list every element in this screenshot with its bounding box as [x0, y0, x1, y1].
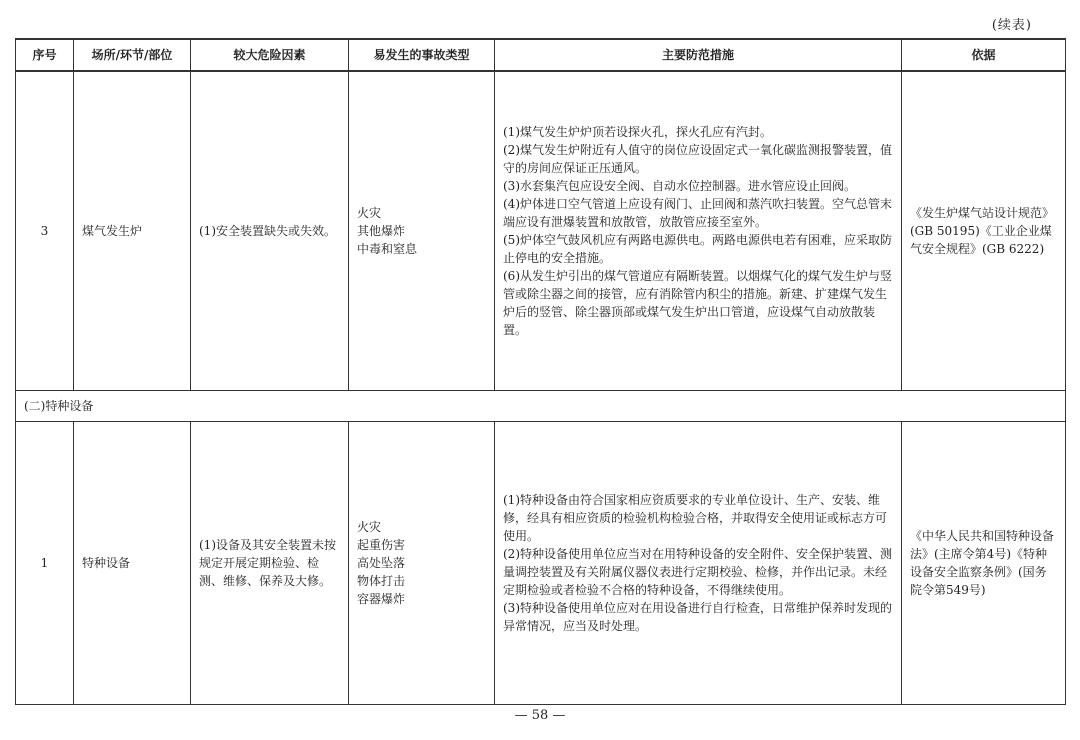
accident-type: 火灾 [357, 206, 382, 220]
header-basis: 依据 [902, 39, 1066, 71]
row-location: 特种设备 [74, 422, 191, 705]
accident-type: 起重伤害 [357, 538, 406, 552]
continued-label: (续表) [991, 18, 1032, 33]
row-location: 煤气发生炉 [74, 71, 191, 391]
row-measures [495, 422, 902, 705]
row-basis: 《发生炉煤气站设计规范》(GB 50195)《工业企业煤气安全规程》(GB 6222) [902, 71, 1066, 391]
row-measures [495, 71, 902, 391]
row-accident-types [349, 422, 495, 705]
measure-item: (3)水套集汽包应设安全阀、自动水位控制器。进水管应设止回阀。 [503, 179, 857, 193]
accident-type: 中毒和窒息 [357, 242, 418, 256]
hazard-table [15, 38, 1066, 705]
row-hazard: (1)设备及其安全装置未按规定开展定期检验、检测、维修、保养及大修。 [191, 422, 349, 705]
header-hazard: 较大危险因素 [191, 39, 349, 71]
row-hazard: (1)安全装置缺失或失效。 [191, 71, 349, 391]
table-header-row [16, 39, 1066, 71]
header-num: 序号 [16, 39, 74, 71]
accident-type: 火灾 [357, 520, 382, 534]
row-accident-types [349, 71, 495, 391]
header-measures: 主要防范措施 [495, 39, 902, 71]
measure-item: (2)煤气发生炉附近有人值守的岗位应设固定式一氧化碳监测报警装置，值守的房间应保证正压通风。 [503, 143, 893, 175]
row-number: 3 [16, 71, 74, 391]
measure-item: (2)特种设备使用单位应当对在用特种设备的安全附件、安全保护装置、测量调控装置及有关附属仪器仪表进行定期校验、检修，并作出记录。未经定期检验或者检验不合格的特种设备，不得继续使用。 [503, 547, 893, 597]
measure-item: (6)从发生炉引出的煤气管道应有隔断装置。以烟煤气化的煤气发生炉与竖管或除尘器之间的接管，应有消除管内积尘的措施。新建、扩建煤气发生炉后的竖管、除尘器顶部或煤气发生炉出口管道，应设煤气自动放散装置。 [503, 269, 893, 337]
accident-type: 其他爆炸 [357, 224, 406, 238]
table-row [16, 71, 1066, 391]
header-location: 场所/环节/部位 [74, 39, 191, 71]
section-row [16, 391, 1066, 422]
row-basis: 《中华人民共和国特种设备法》(主席令第4号)《特种设备安全监察条例》(国务院令第549号) [902, 422, 1066, 705]
measure-item: (4)炉体进口空气管道上应设有阀门、止回阀和蒸汽吹扫装置。空气总管末端应设有泄爆装置和放散管，放散管应接至室外。 [503, 197, 893, 229]
row-number: 1 [16, 422, 74, 705]
accident-type: 物体打击 [357, 574, 406, 588]
page-number: — 58 — [514, 708, 566, 723]
header-accident-types: 易发生的事故类型 [349, 39, 495, 71]
section-title: (二)特种设备 [16, 391, 1066, 422]
measure-item: (1)特种设备由符合国家相应资质要求的专业单位设计、生产、安装、维修，经具有相应资质的检验机构检验合格，并取得安全使用证或标志方可使用。 [503, 493, 888, 543]
measure-item: (3)特种设备使用单位应对在用设备进行自行检查，日常维护保养时发现的异常情况，应当及时处理。 [503, 601, 893, 633]
accident-type: 高处坠落 [357, 556, 406, 570]
measure-item: (1)煤气发生炉炉顶若设探火孔，探火孔应有汽封。 [503, 125, 772, 139]
table-row [16, 422, 1066, 705]
measure-item: (5)炉体空气鼓风机应有两路电源供电。两路电源供电若有困难，应采取防止停电的安全措施。 [503, 233, 893, 265]
accident-type: 容器爆炸 [357, 592, 406, 606]
